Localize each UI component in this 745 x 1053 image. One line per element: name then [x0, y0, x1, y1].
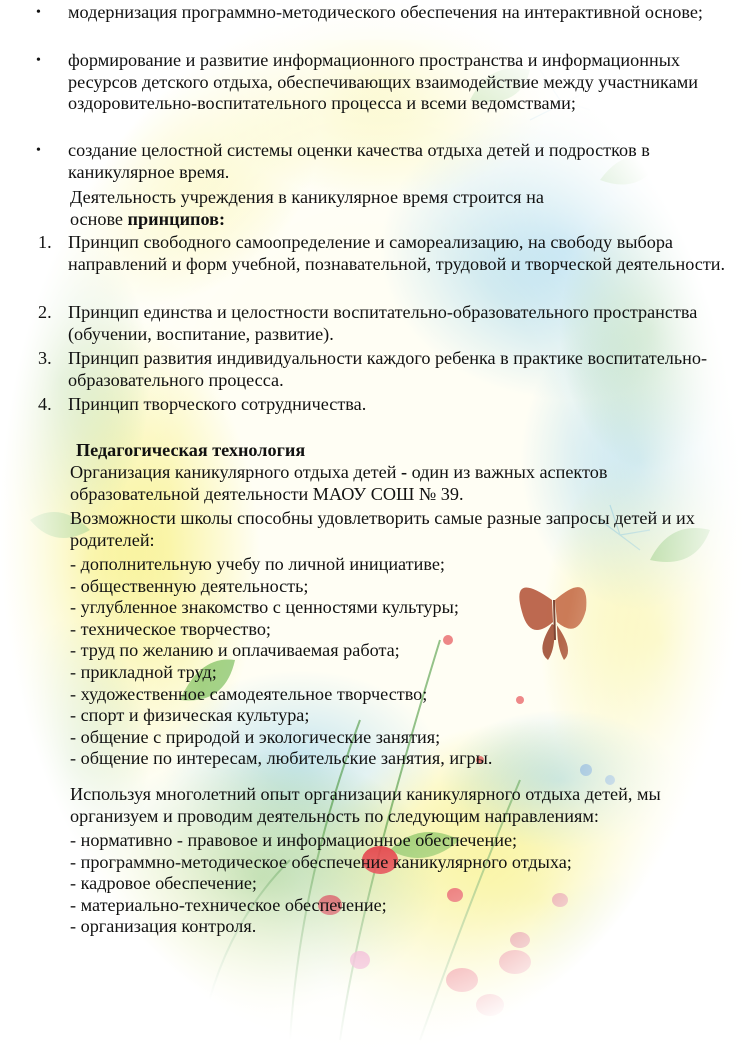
list-item: - общение по интересам, любительские занятия, игры.	[70, 748, 493, 769]
list-item: - общение с природой и экологические занятия;	[70, 726, 441, 747]
list-item: - программно-методическое обеспечение каникулярного отдыха;	[70, 851, 572, 872]
bullet-text: формирование и развитие информационного пространства и информационных ресурсов детского отдыха, обеспечивающих взаимодействие между участниками оздоровительно-воспитательного процесса и всеми ведомствами;	[68, 50, 698, 114]
list-item: - спорт и физическая культура;	[70, 705, 310, 726]
list-item: - дополнительную учебу по личной инициативе;	[70, 554, 445, 574]
principles-keyword: принципов:	[127, 209, 226, 229]
list-item: - материально-техническое обеспечение;	[70, 894, 387, 915]
bullet-icon: •	[36, 53, 41, 68]
principle-text: Принцип развития индивидуальности каждого ребенка в практике воспитательно-образовательного процесса.	[68, 348, 708, 390]
list-item: - нормативно - правовое и информационное обеспечение;	[70, 830, 518, 850]
section-heading-text: Педагогическая технология	[76, 440, 306, 460]
list-item: - труд по желанию и оплачиваемая работа;	[70, 640, 400, 661]
organization-lead: Организация каникулярного отдыха детей	[70, 462, 397, 482]
bullet-icon: •	[36, 5, 41, 20]
list-number: 2.	[38, 302, 52, 322]
organization-dash: -	[396, 462, 412, 482]
requests-list	[70, 554, 730, 770]
paragraph-experience: Используя многолетний опыт организации каникулярного отдыха детей, мы организуем и проводим деятельность по следующим направлениям:	[70, 784, 661, 826]
list-item: - кадровое обеспечение;	[70, 873, 257, 894]
list-item: - углубленное знакомство с ценностями культуры;	[70, 597, 459, 618]
list-item: - техническое творчество;	[70, 618, 271, 639]
list-item: - общественную деятельность;	[70, 575, 309, 596]
list-item: - художественное самодеятельное творчество;	[70, 683, 428, 704]
principle-text: Принцип единства и целостности воспитательно-образовательного пространства (обучении, воспитание, развитие).	[68, 302, 698, 344]
principle-text: Принцип свободного самоопределение и самореализацию, на свободу выбора направлений и форм учебной, познавательной, трудовой и творческой деятельности.	[68, 232, 726, 274]
principles-intro-end	[70, 209, 225, 231]
list-number: 3.	[38, 348, 52, 368]
list-item: - прикладной труд;	[70, 661, 217, 682]
list-number: 1.	[38, 232, 52, 252]
list-number: 4.	[38, 394, 52, 414]
principles-intro: Деятельность учреждения в каникулярное время строится на	[70, 187, 544, 207]
paragraph-organization	[70, 462, 730, 505]
directions-list	[70, 830, 730, 938]
list-item: - организация контроля.	[70, 916, 257, 937]
principle-text: Принцип творческого сотрудничества.	[68, 394, 367, 414]
bullet-text: создание целостной системы оценки качества отдыха детей и подростков в каникулярное время.	[68, 140, 650, 182]
paragraph-possibilities: Возможности школы способны удовлетворить самые разные запросы детей и их родителей:	[70, 508, 695, 550]
bullet-icon: •	[36, 143, 41, 158]
bullet-text: модернизация программно-методического обеспечения на интерактивной основе;	[68, 2, 703, 22]
principles-intro-word: основе	[70, 209, 123, 229]
organization-rest: один из важных аспектов образовательной деятельности МАОУ СОШ № 39.	[70, 462, 608, 504]
section-heading	[76, 440, 305, 462]
